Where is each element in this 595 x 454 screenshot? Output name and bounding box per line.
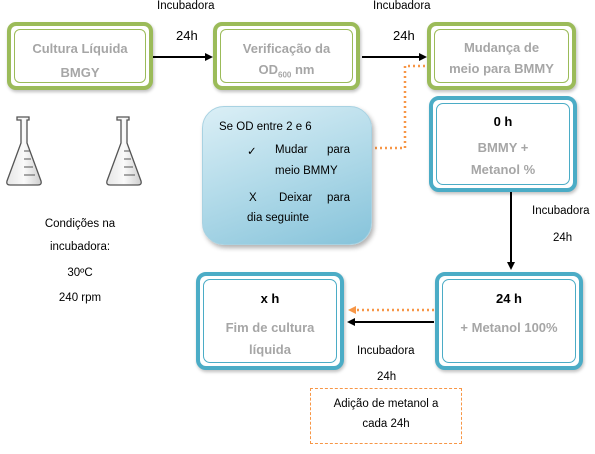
box-xh-title: x h <box>260 291 280 306</box>
note-box <box>310 388 462 444</box>
conditions-temp: 30ºC <box>67 267 93 279</box>
box-0h-title: 0 h <box>493 114 513 129</box>
decision-opt1-word3: meio BMMY <box>275 165 338 177</box>
x-icon: X <box>249 192 257 204</box>
decision-opt2-word1: Deixar <box>279 192 313 204</box>
decision-callout <box>202 106 372 245</box>
box-24h-line1: + Metanol 100% <box>460 320 558 335</box>
arrow3-label-bottom: 24h <box>553 232 573 244</box>
cultura-line2: BMGY <box>60 65 100 80</box>
arrow4-label-top: Incubadora <box>357 345 415 357</box>
decision-opt2-word2: para <box>327 192 351 204</box>
mudanca-line2: meio para BMMY <box>449 61 554 76</box>
box-xh <box>196 272 344 370</box>
verificacao-line2: $OD_{600}$ nm <box>258 62 315 80</box>
note-line2: cada 24h <box>362 418 410 430</box>
flask-icon <box>104 115 144 187</box>
arrow1-label-top: Incubadora <box>157 0 215 12</box>
box-xh-line1: Fim de cultura <box>225 320 315 335</box>
box-24h <box>435 272 583 370</box>
arrow2-label-bottom: 24h <box>393 28 415 43</box>
flask-icon <box>4 115 44 187</box>
box-mudanca-meio <box>427 22 576 90</box>
arrow1-label-bottom: 24h <box>176 28 198 43</box>
arrow2-label-top: Incubadora <box>373 0 431 12</box>
box-xh-line2: líquida <box>249 342 291 357</box>
note-line1: Adição de metanol a <box>333 398 439 410</box>
cultura-line1: Cultura Líquida <box>32 41 128 56</box>
decision-title: Se OD entre 2 e 6 <box>219 121 312 133</box>
decision-opt1-word1: Mudar <box>275 144 308 156</box>
box-24h-title: 24 h <box>495 291 522 306</box>
mudanca-line1: Mudança de <box>463 40 540 55</box>
arrow3-label-top: Incubadora <box>532 205 590 217</box>
check-icon: ✓ <box>247 146 257 158</box>
box-0h-line1: BMMY + <box>477 140 529 155</box>
box-0h <box>429 96 577 192</box>
conditions-rpm: 240 rpm <box>58 292 102 304</box>
box-verificacao-od <box>213 22 360 90</box>
conditions-line2: incubadora: <box>49 241 111 253</box>
verificacao-line1: Verificação da <box>242 41 331 56</box>
decision-opt2-word3: dia seguinte <box>247 212 310 224</box>
box-0h-line2: Metanol % <box>470 162 536 177</box>
conditions-line1: Condições na <box>44 218 116 230</box>
box-cultura-liquida <box>7 22 153 90</box>
arrow4-label-bottom: 24h <box>377 371 397 383</box>
decision-opt1-word2: para <box>327 144 351 156</box>
